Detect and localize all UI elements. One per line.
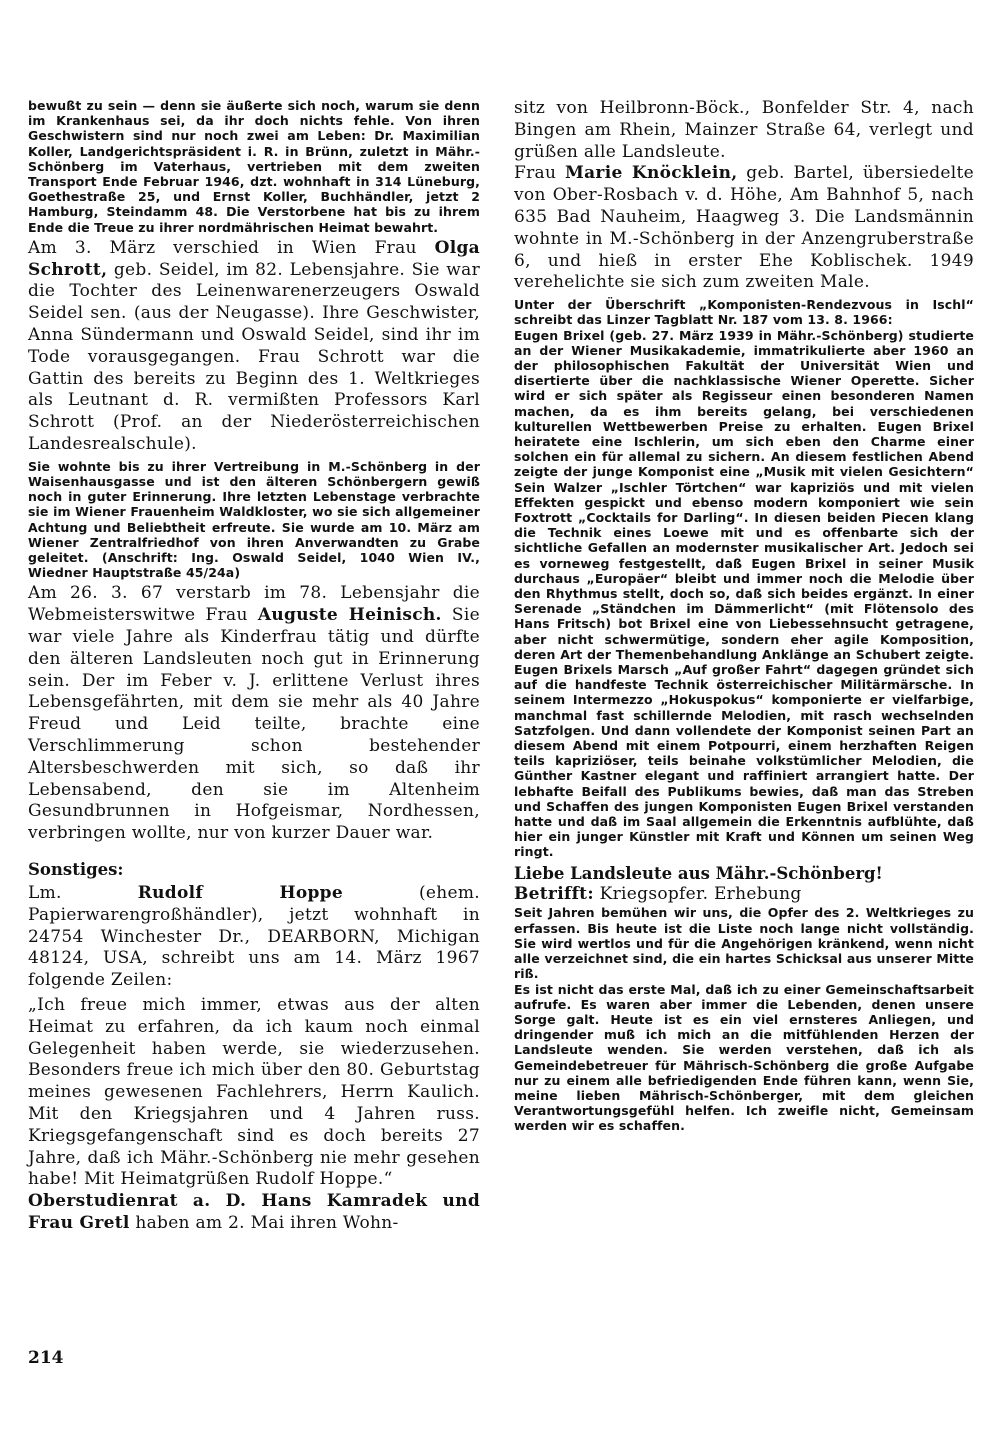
text: geb. Seidel, im 82. Lebensjahre. Sie war die Tochter des Leinenwarenerzeugers Oswald Seidel sen. (aus der Neugasse). Ihre Geschwister, Anna Sündermann und Oswald Seidel, sind ihr im Tode vorausgegangen. Frau Schrott war die Gattin des bereits zu Beginn des 1. Weltkrieges als Leutnant d. R. vermißten Professors Karl Schrott (Prof. an der Niederösterreichischen Landesrealschule). [28, 259, 480, 454]
text: Lm. [28, 882, 138, 903]
subject-label: Betrifft: [514, 883, 594, 904]
text: geb. Bartel, übersiedelte von Ober-Rosbach v. d. Höhe, Am Bahnhof 5, nach 635 Bad Nauheim, Haagweg 3. Die Landsmännin wohnte in M.-Schönberg in der Anzengruberstraße 6, und hieß in erster Ehe Koblischek. 1949 verehelichte sie sich zum zweiten Male. [514, 163, 974, 293]
text: Frau [514, 163, 565, 184]
subject-line [514, 884, 974, 906]
paragraph-kamradek-continued: sitz von Heilbronn-Böck., Bonfelder Str. 4, nach Bingen am Rhein, Mainzer Straße 64, verlegt und grüßen alle Landsleute. [514, 98, 974, 162]
paragraph-kamradek [28, 1191, 480, 1235]
text: (geb. 27. März 1939 in Mähr.-Schönberg) studierte an der Wiener Musikakademie, immatrikulierte aber 1960 an der philosophischen Fakultät der Universität Wien und disertierte über die nachklassische Wiener Operette. Sicher wird er sich später als Regisseur einen besonderen Namen machen, da es ihm bereits gelang, bei verschiedenen kulturellen Wettbewerben Preise zu erhalten. Eugen Brixel heiratete eine Ischlerin, um sich eben den Charme einer solchen ein für allemal zu sichern. An diesem festlichen Abend zeigte der junge Komponist eine „Musik mit vielen Gesichtern“ Sein Walzer „Ischler Törtchen“ war kapriziös und mit vielen Effekten gespickt und ebenso modern komponiert wie sein Foxtrott „Cocktails for Darling“. In diesen beiden Piecen klang die Technik eines Loewe mit und es offenbarte sich der sichtliche Gefallen an modernster musikalischer Art. Jedoch sei es vorneweg festgestellt, daß Eugen Brixel in seiner Musik durchaus „Europäer“ bleibt und immer noch die Melodie über den Rhythmus stellt, doch so, daß sich beides ergänzt. In einer Serenade „Ständchen im Dämmerlicht“ (mit Flötensolo des Hans Fritsch) bot Brixel eine von Liebessehnsucht getragene, aber nicht schwermütige, sondern eher agile Komposition, deren Art der Themenbehandlung Anklänge an Schubert zeigte. Eugen Brixels Marsch „Auf großer Fahrt“ dagegen gründet sich auf die handfeste Technik österreichischer Militärmärsche. In seinem Intermezzo „Hokuspokus“ komponierte er vielfarbige, manchmal fast schillernde Melodien, mit rasch wechselnden Satzfolgen. Und dann vollendete der Komponist seinen Part an diesem Abend mit einem Potpourri, einem herzhaften Reigen teils kapriziöser, teils beinahe volkstümlicher Melodien, die Günther Kastner elegant und raffiniert arrangiert hatte. Der lebhafte Beifall des Publikums bewies, daß man das Streben und Schaffen des jungen Komponisten Eugen Brixel verstanden hatte und daß im Saal allgemein die Erkenntnis aufblühte, daß hier ein junger Künstler mit Kraft und Können um seinen Weg ringt. [514, 327, 974, 860]
paragraph-hoppe-letter: „Ich freue mich immer, etwas aus der alten Heimat zu erfahren, da ich kaum noch einmal Gelegenheit haben werde, sie wiederzusehen. Besonders freue ich mich über den 80. Geburtstag meines gewesenen Fachlehrers, Herrn Kaulich. Mit den Kriegsjahren und 4 Jahren russ. Kriegsgefangenschaft sind es doch bereits 27 Jahre, daß ich Mähr.-Schönberg nie mehr gesehen habe! Mit Heimatgrüßen Rudolf Hoppe.“ [28, 994, 480, 1190]
paragraph-schrott-details: Sie wohnte bis zu ihrer Vertreibung in M.-Schönberg in der Waisenhausgasse und ist den älteren Schönbergern gewiß noch in guter Erinnerung. Ihre letzten Lebenstage verbrachte sie im Wiener Frauenheim Waldkloster, wo sie sich allgemeiner Achtung und Beliebtheit erfreute. Sie wurde am 10. März am Wiener Zentralfriedhof von ihren Anverwandten zu Grabe geleitet. (Anschrift: Ing. Oswald Seidel, 1040 Wien IV., Wiedner Hauptstraße 45/24a) [28, 458, 480, 581]
person-name: Eugen Brixel [514, 327, 605, 343]
person-name: Marie Knöcklein, [565, 163, 738, 184]
person-name: Oberstudienrat a. D. Hans Kamradek und Frau Gretl [28, 1191, 480, 1233]
person-name: Auguste Heinisch. [257, 605, 442, 626]
paragraph-rudolf-hoppe [28, 883, 480, 992]
text: Am 3. März verschied in Wien Frau [28, 237, 435, 258]
subject-text: Kriegsopfer. Erhebung [593, 883, 802, 904]
heading-liebe-landsleute: Liebe Landsleute aus Mähr.-Schönberg! [514, 863, 883, 883]
person-name: Rudolf Hoppe [137, 882, 343, 903]
text: Am 26. 3. 67 verstarb im 78. Lebensjahr die Webmeisterswitwe Frau [28, 583, 480, 626]
person-name: Olga Schrott, [28, 237, 480, 280]
paragraph-kriegsopfer-1: Seit Jahren bemühen wir uns, die Opfer des 2. Weltkrieges zu erfassen. Bis heute ist die Liste noch lange nicht vollständig. Sie wird wertlos und für die Angehörigen kränkend, wenn nicht alle verzeichnet sind, die ein hartes Schicksal aus unserer Mitte riß. [514, 905, 974, 982]
text: (ehem. Papierwarengroßhändler), jetzt wohnhaft in 24754 Winchester Dr., DEARBORN, Michigan 48124, USA, schreibt uns am 14. März 1967 folgende Zeilen: [28, 882, 480, 991]
right-column [514, 98, 974, 1134]
page-number: 214 [28, 1348, 64, 1368]
paragraph-olga-schrott [28, 238, 480, 456]
section-heading-sonstiges: Sonstiges: [28, 859, 124, 879]
text: Sie war viele Jahre als Kinderfrau tätig und dürfte den älteren Landsleuten noch gut in Erinnerung sein. Der im Feber v. J. erlittene Verlust ihres Lebensgefährten, mit dem sie mehr als 40 Jahre Freud und Leid teilte, brachte eine Verschlimmerung schon bestehender Altersbeschwerden mit sich, so daß ihr Lebensabend, den sie im Altenheim Gesundbrunnen in Hofgeismar, Nordhessen, verbringen wollte, nur von kurzer Dauer war. [28, 605, 480, 844]
paragraph-eugen-brixel [514, 328, 974, 860]
left-column [28, 98, 480, 1235]
paragraph-linzer-tagblatt-intro: Unter der Überschrift „Komponisten-Rendezvous in Ischl“ schreibt das Linzer Tagblatt Nr. 187 vom 13. 8. 1966: [514, 297, 974, 328]
paragraph-koller-family: bewußt zu sein — denn sie äußerte sich noch, warum sie denn im Krankenhaus sei, da ihr doch nichts fehle. Von ihren Geschwistern sind nur noch zwei am Leben: Dr. Maximilian Koller, Landgerichtspräsident i. R. in Brünn, zuletzt in Mähr.-Schönberg im Vaterhaus, vertrieben mit dem zweiten Transport Ende Februar 1946, dzt. wohnhaft in 314 Lüneburg, Goethestraße 25, und Ernst Koller, Buchhändler, jetzt 2 Hamburg, Steindamm 48. Die Verstorbene hat bis zu ihrem Ende die Treue zu ihrer nordmährischen Heimat bewahrt. [28, 98, 480, 235]
paragraph-auguste-heinisch [28, 583, 480, 845]
paragraph-kriegsopfer-2: Es ist nicht das erste Mal, daß ich zu einer Gemeinschaftsarbeit aufrufe. Es waren aber immer die Lebenden, denen unsere Sorge galt. Heute ist es ein viel ernsteres Anliegen, und dringender muß ich mich an die mitfühlenden Herzen der Landsleute wenden. Sie werden verstehen, daß ich als Gemeindebetreuer für Mährisch-Schönberg die große Aufgabe nur zu einem alle befriedigenden Ende führen kann, wenn Sie, meine lieben Mährisch-Schönberger, mit dem gleichen Verantwortungsgefühl helfen. Ich zweifle nicht, Gemeinsam werden wir es schaffen. [514, 981, 974, 1134]
paragraph-marie-knoecklein [514, 163, 974, 294]
text: haben am 2. Mai ihren Wohn- [129, 1212, 399, 1233]
